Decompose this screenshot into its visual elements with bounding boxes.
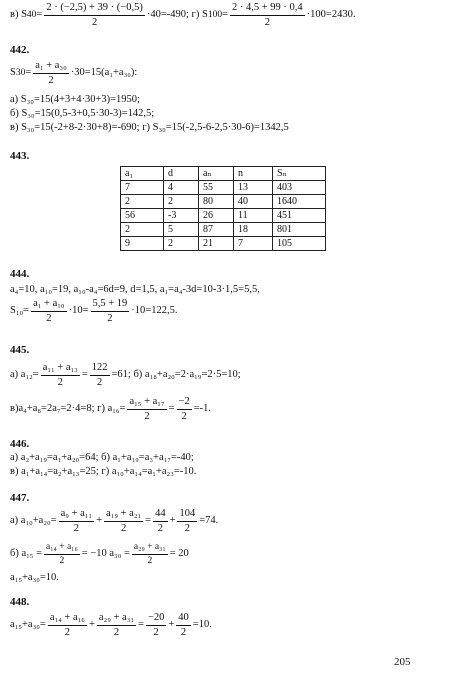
problem-444-title: 444.: [10, 268, 30, 280]
problem-444-formula: S₁₀= $\frac{\text{a₁ + a₁₀}}{2}$ ·10= $\frac{5,5 + 19}{2}$ ·10=122,5.: [10, 298, 178, 325]
top-pre: в) S: [10, 9, 27, 21]
fraction: $\frac{\text{a₁ + a₃₀}}{2}$: [35, 60, 67, 87]
fraction: $\frac{\text{a₉ + a₁₁}}{2}$: [60, 508, 93, 535]
table-row: [121, 237, 326, 251]
column-header: d: [164, 167, 199, 181]
fraction: $\frac{2 \cdot (-2,5) + 39 \cdot (-0,5)}{2}$: [46, 2, 143, 29]
problem-447-result: a₁₅+a₃₀=10.: [10, 572, 59, 583]
fraction: $\frac{\text{a₁₁ + a₁₃}}{2}$: [42, 362, 78, 389]
problem-446-line1: а) a₂+a₁₉=a₁+a₂₀=64; б) a₁+a₁₉=a₃+a₁₇=-40;: [10, 452, 194, 463]
table-cell: 1640: [273, 195, 326, 209]
table-cell: 56: [121, 209, 164, 223]
fraction: $\frac{\text{a₂₉ + a₃₁}}{2}$: [98, 612, 135, 639]
table-cell: 2: [121, 223, 164, 237]
column-header: aₙ: [199, 167, 234, 181]
table-cell: 87: [199, 223, 234, 237]
table-cell: 55: [199, 181, 234, 195]
table-cell: 7: [234, 237, 273, 251]
fraction: $\frac{\text{a₁₄ + a₁₆}}{2}$: [49, 612, 85, 639]
table-cell: 5: [164, 223, 199, 237]
problem-442-line-c: в) S₃₀=15(-2+8-2·30+8)=-690; г) S₃₀=15(-2,5-6-2,5·30-6)=1342,5: [10, 122, 289, 133]
problem-447-line-b: б) a₁₅ = $\frac{\text{a₁₄ + a₁₆}}{2}$ = −10 a₃₀ = $\frac{\text{a₂₉ + a₃₁}}{2}$ = 20: [10, 542, 189, 566]
table-cell: 40: [234, 195, 273, 209]
table-row: [121, 181, 326, 195]
problem-442-formula: S 30 = $\frac{\text{a₁ + a₃₀}}{2}$ ·30=15(a₁+a₃₀):: [10, 60, 138, 87]
table-cell: 18: [234, 223, 273, 237]
problem-445-line-b: в)a₄+a₈=2a₇=2·4=8; г) a₁₆= $\frac{\text{a₁₅ + a₁₇}}{2}$ = $\frac{-2}{2}$ =-1.: [10, 396, 212, 423]
progression-table: [120, 166, 326, 251]
problem-448-formula: a₁₅+a₃₀= $\frac{\text{a₁₄ + a₁₆}}{2}$ + $\frac{\text{a₂₉ + a₃₁}}{2}$ = $\frac{-20}{2}$ + $\frac{40}{2}$ =10.: [10, 612, 212, 639]
problem-443-title: 443.: [10, 150, 30, 162]
fraction: $\frac{\text{a₁₉ + a₂₁}}{2}$: [106, 508, 142, 535]
table-cell: -3: [164, 209, 199, 223]
fraction: $\frac{\text{a₁ + a₁₀}}{2}$: [33, 298, 65, 325]
fraction: $\frac{\text{a₁₄ + a₁₆}}{2}$: [46, 542, 78, 566]
table-cell: 2: [164, 237, 199, 251]
column-header: Sₙ: [273, 167, 326, 181]
table-cell: 26: [199, 209, 234, 223]
table-cell: 11: [234, 209, 273, 223]
problem-447-title: 447.: [10, 492, 30, 504]
table-cell: 4: [164, 181, 199, 195]
table-cell: 2: [121, 195, 164, 209]
fraction: $\frac{40}{2}$: [178, 612, 189, 639]
fraction: $\frac{5,5 + 19}{2}$: [92, 298, 128, 325]
table-cell: 403: [273, 181, 326, 195]
table-cell: 7: [121, 181, 164, 195]
problem-448-title: 448.: [10, 596, 30, 608]
problem-445-line-a: а) a₁₂= $\frac{\text{a₁₁ + a₁₃}}{2}$ = $\frac{122}{2}$ =61; б) a₁₈+a₂₀=2·a₁₉=2·5=10;: [10, 362, 241, 389]
table-cell: 21: [199, 237, 234, 251]
problem-445-title: 445.: [10, 344, 30, 356]
table-cell: 2: [164, 195, 199, 209]
problem-442-line-b: б) S₃₀=15(0,5-3+0,5·30-3)=142,5;: [10, 108, 155, 119]
fraction: $\frac{\text{a₂₉ + a₃₁}}{2}$: [133, 542, 166, 566]
page-number: 205: [394, 656, 411, 668]
problem-442-title: 442.: [10, 44, 30, 56]
table-row: [121, 209, 326, 223]
fraction: $\frac{122}{2}$: [91, 362, 108, 389]
table-cell: 451: [273, 209, 326, 223]
table-header-row: [121, 167, 326, 181]
problem-442-line-a: а) S₃₀=15(4+3+4·30+3)=1950;: [10, 94, 140, 105]
fraction: $\frac{\text{a₁₅ + a₁₇}}{2}$: [129, 396, 165, 423]
problem-444-line1: a₄=10, a₁₀=19, a₁₀-a₄=6d=9, d=1,5, a₁=a₄-3d=10-3·1,5=5,5,: [10, 284, 260, 295]
fraction: $\frac{-20}{2}$: [147, 612, 165, 639]
problem-446-title: 446.: [10, 438, 30, 450]
table-cell: 105: [273, 237, 326, 251]
top-equation: в) S 40 = $\frac{2 \cdot (-2,5) + 39 \cdot (-0,5)}{2}$ ·40=-490; г) S 100 = $\frac{2 \cdot 4,5 + 99 \cdot 0,4}{2}$ ·100=2430.: [10, 2, 356, 29]
column-header: a₁: [121, 167, 164, 181]
fraction: $\frac{-2}{2}$: [178, 396, 190, 423]
problem-446-line2: в) a₁+a₁₄=a₂+a₁₃=25; г) a₁₀+a₁₄=a₁+a₂₃=-10.: [10, 466, 197, 477]
table-row: [121, 223, 326, 237]
table-cell: 13: [234, 181, 273, 195]
problem-447-line-a: а) a₁₀+a₂₀= $\frac{\text{a₉ + a₁₁}}{2}$ + $\frac{\text{a₁₉ + a₂₁}}{2}$ = $\frac{44}{2}$ + $\frac{104}{2}$ =74.: [10, 508, 219, 535]
table-cell: 80: [199, 195, 234, 209]
fraction: $\frac{2 \cdot 4,5 + 99 \cdot 0,4}{2}$: [232, 2, 303, 29]
column-header: n: [234, 167, 273, 181]
fraction: $\frac{104}{2}$: [179, 508, 196, 535]
fraction: $\frac{44}{2}$: [155, 508, 166, 535]
table-cell: 801: [273, 223, 326, 237]
table-row: [121, 195, 326, 209]
table-cell: 9: [121, 237, 164, 251]
